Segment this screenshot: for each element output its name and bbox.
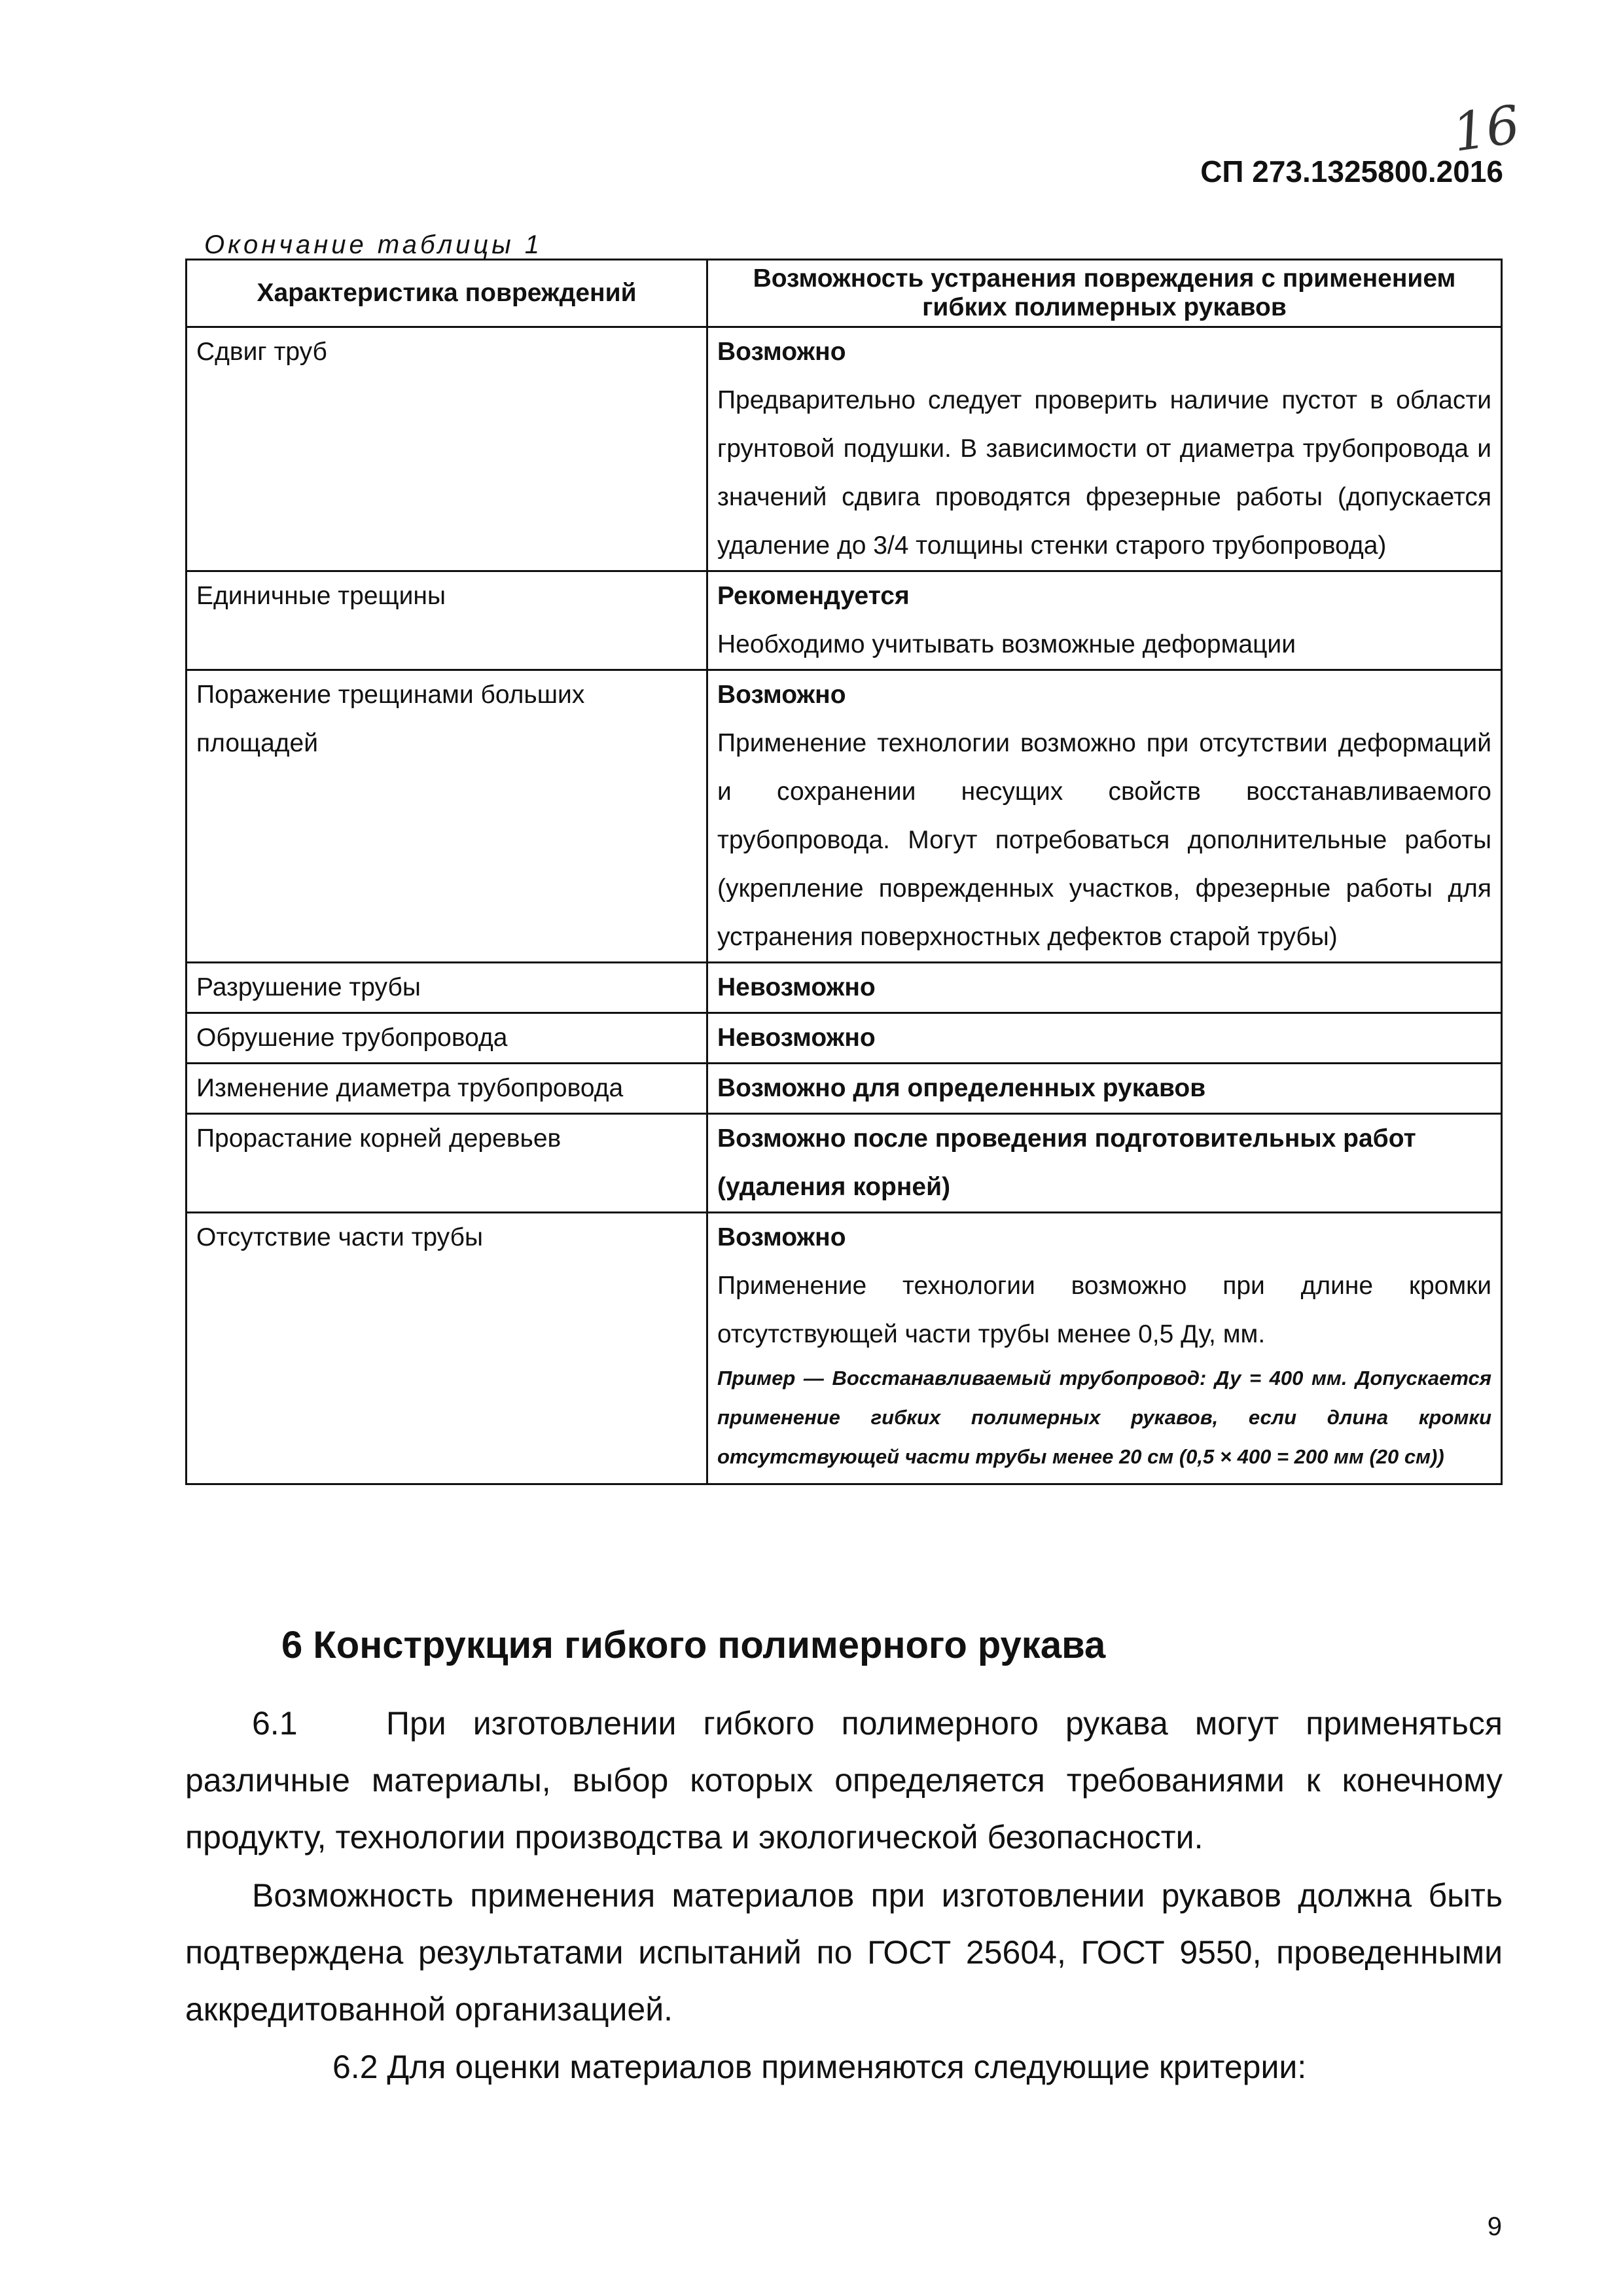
damage-cell: Изменение диаметра трубопровода [187, 1064, 707, 1114]
table-row [187, 327, 1502, 571]
section-title: 6 Конструкция гибкого полимерного рукава [281, 1624, 1106, 1666]
verdict: Возможно [717, 681, 846, 709]
possibility-cell [707, 571, 1502, 670]
possibility-cell [707, 1213, 1502, 1484]
possibility-cell [707, 1013, 1502, 1064]
verdict: Рекомендуется [717, 582, 910, 610]
table-row [187, 571, 1502, 670]
verdict: Невозможно [717, 1024, 876, 1052]
table-row [187, 1013, 1502, 1064]
table-row [187, 1064, 1502, 1114]
note: Необходимо учитывать возможные деформации [717, 630, 1296, 658]
verdict: Возможно для определенных рукавов [717, 1074, 1206, 1102]
note: Применение технологии возможно при длине кромки отсутствующей части трубы менее 0,5 Ду, мм. [717, 1272, 1491, 1348]
verdict: Невозможно [717, 973, 876, 1001]
note: Применение технологии возможно при отсутствии деформаций и сохранении несущих свойств восстанавливаемого трубопровода. Могут потребоваться дополнительные работы (укрепление поврежденных участков, фрезерные работы для устранения поверхностных дефектов старой трубы) [717, 729, 1491, 951]
note: Предварительно следует проверить наличие пустот в области грунтовой подушки. В зависимости от диаметра трубопровода и значений сдвига проводятся фрезерные работы (допускается удаление до 3/4 толщины стенки старого трубопровода) [717, 386, 1491, 560]
damage-cell: Обрушение трубопровода [187, 1013, 707, 1064]
damage-cell: Единичные трещины [187, 571, 707, 670]
possibility-cell [707, 1064, 1502, 1114]
paragraph-text: Возможность применения материалов при изготовлении рукавов должна быть подтверждена результатами испытаний по ГОСТ 25604, ГОСТ 9550, проведенными аккредитованной организацией. [185, 1877, 1503, 2028]
header-possibility: Возможность устранения повреждения с применением гибких полимерных рукавов [707, 260, 1502, 327]
table-caption: Окончание таблицы 1 [204, 230, 543, 259]
table-header-row [187, 260, 1502, 327]
table-row [187, 1114, 1502, 1213]
paragraph-6-1 [185, 1695, 1503, 1866]
damage-table [185, 259, 1503, 1485]
damage-cell: Отсутствие части трубы [187, 1213, 707, 1484]
table-row [187, 963, 1502, 1013]
possibility-cell [707, 1114, 1502, 1213]
paragraph-6-2 [185, 2039, 1503, 2096]
header-damage: Характеристика повреждений [187, 260, 707, 327]
table-row [187, 1213, 1502, 1484]
paragraph-text: При изготовлении гибкого полимерного рукава могут применяться различные материалы, выбор которых определяется требованиями к конечному продукту, технологии производства и экологической безопасности. [185, 1705, 1503, 1856]
verdict: Возможно [717, 338, 846, 366]
document-code: СП 273.1325800.2016 [1200, 154, 1503, 188]
paragraph-text: 6.2 Для оценки материалов применяются следующие критерии: [332, 2049, 1307, 2085]
page-number: 9 [1487, 2212, 1502, 2241]
damage-cell: Поражение трещинами больших площадей [187, 670, 707, 963]
example-note: Пример — Восстанавливаемый трубопровод: Ду = 400 мм. Допускается применение гибких полимерных рукавов, если длина кромки отсутствующей части трубы менее 20 см (0,5 × 400 = 200 мм (20 см)) [717, 1367, 1491, 1468]
verdict: Возможно [717, 1223, 846, 1251]
damage-cell: Прорастание корней деревьев [187, 1114, 707, 1213]
possibility-cell [707, 327, 1502, 571]
clause-number: 6.1 [252, 1705, 298, 1742]
damage-cell: Разрушение трубы [187, 963, 707, 1013]
paragraph-materials-confirmation [185, 1867, 1503, 2038]
damage-cell: Сдвиг труб [187, 327, 707, 571]
possibility-cell [707, 963, 1502, 1013]
possibility-cell [707, 670, 1502, 963]
verdict: Возможно после проведения подготовительных работ (удаления корней) [717, 1124, 1416, 1201]
table-row [187, 670, 1502, 963]
handwritten-sheet-number: 16 [1449, 94, 1524, 164]
